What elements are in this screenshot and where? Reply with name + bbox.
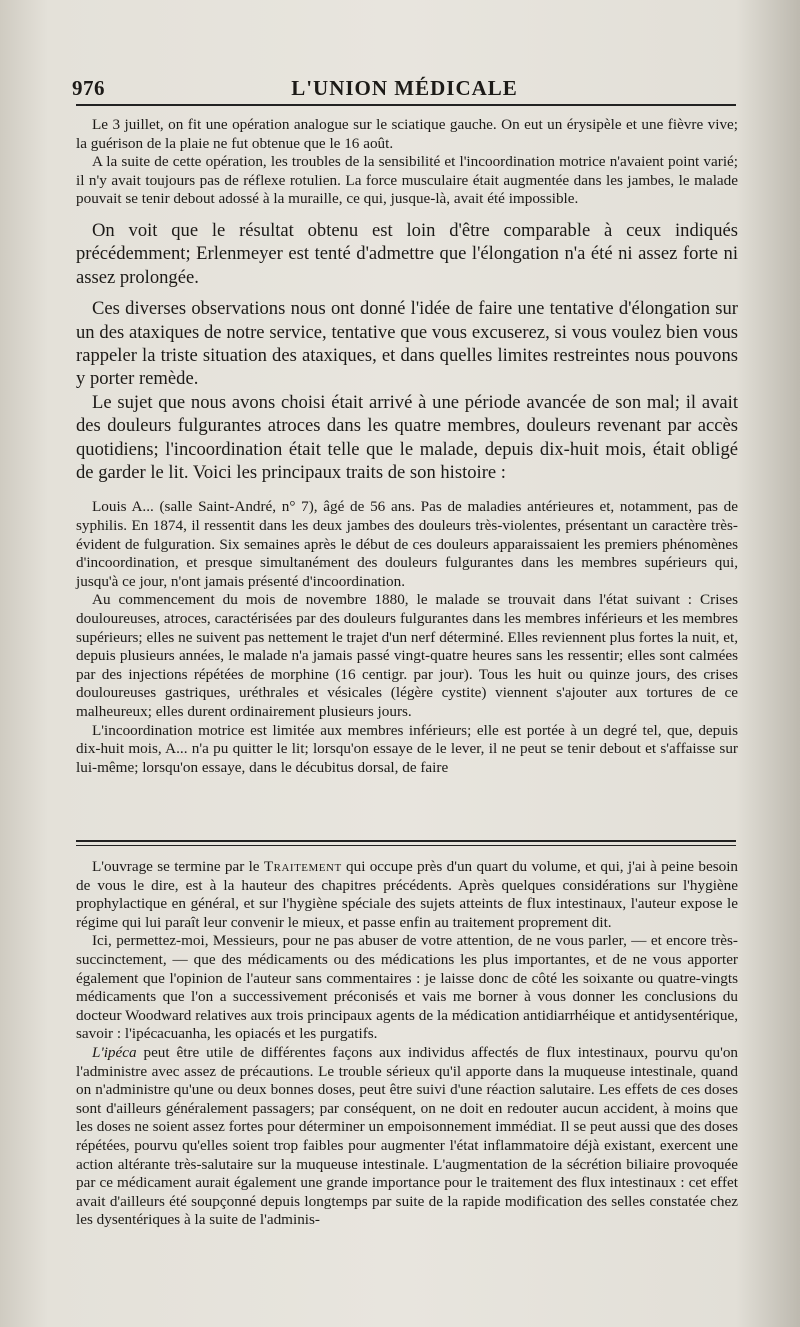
- paragraph-after-operation: A la suite de cette opération, les troubles de la sensibilité et l'incoordination motrice n'avaient point varié; il n'y avait toujours pas de réflexe rotulien. La force musculaire était augmentée dans les jambes, le malade pouvait se tenir debout adossé à la muraille, ce qui, jusque-là, avait été impossible.: [76, 153, 738, 208]
- page-header: [72, 72, 737, 106]
- paragraph-operation: Le 3 juillet, on fit une opération analogue sur le sciatique gauche. On eut un érysipèle et une fièvre vive; la guérison de la plaie ne fut obtenue que le 16 août.: [76, 116, 738, 152]
- paragraph-medications: Ici, permettez-moi, Messieurs, pour ne pas abuser de votre attention, de ne vous parler, — et encore très-succinctement, — que des médicaments ou des médications les plus importantes, et de ne vous apporter également que l'opinion de l'auteur sans commentaires : je laisse donc de côté les soixante ou quatre-vingts médicaments que l'on a successivement préconisés et vais me borner à vous donner les conclusions du docteur Woodward relatives aux trois principaux agents de la médication antidiarrhéique et antidysentérique, savoir : l'ipécacuanha, les opiacés et les purgatifs.: [76, 932, 738, 1043]
- header-rule: [76, 104, 736, 106]
- feuilleton-rule-thin: [76, 845, 736, 846]
- running-title: L'UNION MÉDICALE: [291, 76, 518, 100]
- ipeca-term: L'ipéca: [92, 1043, 137, 1061]
- paragraph-incoordination: L'incoordination motrice est limitée aux membres inférieurs; elle est portée à un degré tel, que, depuis dix-huit mois, A... n'a pu quitter le lit; lorsqu'on essaye de le lever, il ne peut se tenir debout et s'affaisse sur lui-même; lorsqu'on essaye, dans le décubitus dorsal, de faire: [76, 721, 738, 776]
- paragraph-case-history: Louis A... (salle Saint-André, n° 7), âgé de 56 ans. Pas de maladies antérieures et, notamment, pas de syphilis. En 1874, il ressentit dans les deux jambes des douleurs très-violentes, présentant un caractère très-évident de fulguration. Six semaines après le début de ces douleurs apparaissaient les premiers phénomènes d'incoordination, et presque simultanément des douleurs fulgurantes dans les membres supérieurs qui, jusqu'à ce jour, n'ont jamais présenté d'incoordination.: [76, 498, 738, 590]
- upper-article: [76, 116, 738, 777]
- paragraph-observations: Ces diverses observations nous ont donné l'idée de faire une tentative d'élongation sur un des ataxiques de notre service, tentative que vous excuserez, si vous voulez bien vous rappeler la triste situation des ataxiques, et dans quelles limites restreintes nous pouvons y porter remède.: [76, 298, 738, 390]
- paragraph-result: On voit que le résultat obtenu est loin d'être comparable à ceux indiqués précédemment; Erlenmeyer est tenté d'admettre que l'élongation n'a été ni assez forte ni assez prolongée.: [76, 219, 738, 288]
- paragraph-ipeca: [76, 1044, 738, 1230]
- page-number: 976: [72, 76, 105, 100]
- paragraph-treatment: [76, 858, 738, 932]
- feuilleton-rule: [76, 840, 736, 842]
- paragraph-subject: Le sujet que nous avons choisi était arrivé à une période avancée de son mal; il avait des douleurs fulgurantes atroces dans les quatre membres, douleurs revenant par accès quotidiens; l'incoordination était telle que le malade, depuis dix-huit mois, était obligé de garder le lit. Voici les principaux traits de son histoire :: [76, 391, 738, 484]
- lower-feuilleton: [76, 858, 738, 1230]
- treatment-term: Traitement: [263, 858, 342, 875]
- treatment-text-after: qui occupe près d'un quart du volume, et qui, j'ai à peine besoin de vous le dire, est à la hauteur des chapitres précédents. Après quelques considérations sur l'hygiène prophylactique en général, et sur l'hygiène spéciale des sujets atteints de flux intestinaux, l'auteur expose le régime qui lui paraît leur convenir le mieux, et passe enfin au traitement proprement dit.: [76, 858, 739, 931]
- ipeca-text: peut être utile de différentes façons aux individus affectés de flux intestinaux, pourvu qu'on l'administre avec assez de précautions. Le trouble sérieux qu'il apporte dans la muqueuse intestinale, quand on n'administre qu'une ou deux bonnes doses, peut être suivi d'une réaction salutaire. Les effets de ces doses sont d'ailleurs généralement passagers; par conséquent, on ne doit en redouter aucun accident, à moins que les doses ne soient assez fortes pour déterminer un empoisonnement immédiat. Il se peut aussi que des doses répétées, pourvu qu'elles soient trop faibles pour augmenter l'état inflammatoire déjà existant, exercent une action altérante très-salutaire sur la muqueuse intestinale. L'augmentation de la sécrétion biliaire provoquée par ce médicament aurait également une grande importance pour le traitement des flux intestinaux : cet effet avait d'ailleurs été soupçonné depuis longtemps par suite de la rapide modification des selles constatée chez les dysentériques à la suite de l'adminis-: [76, 1043, 739, 1229]
- treatment-text-before: L'ouvrage se termine par le: [92, 858, 260, 875]
- paragraph-state: Au commencement du mois de novembre 1880, le malade se trouvait dans l'état suivant : Crises douloureuses, atroces, caractérisées par des douleurs fulgurantes dans les membres inférieurs et les membres supérieurs; elles ne suivent pas nettement le trajet d'un nerf déterminé. Elles reviennent plus fortes la nuit, et, depuis plusieurs années, le malade n'a jamais passé vingt-quatre heures sans les ressentir; elles sont calmées par des injections répétées de morphine (16 centigr. par jour). Tous les huit ou quinze jours, des crises douloureuses gastriques, uréthrales et vésicales (légère cystite) viennent s'ajouter aux tortures de ce malheureux; elles durent ordinairement plusieurs jours.: [76, 591, 738, 720]
